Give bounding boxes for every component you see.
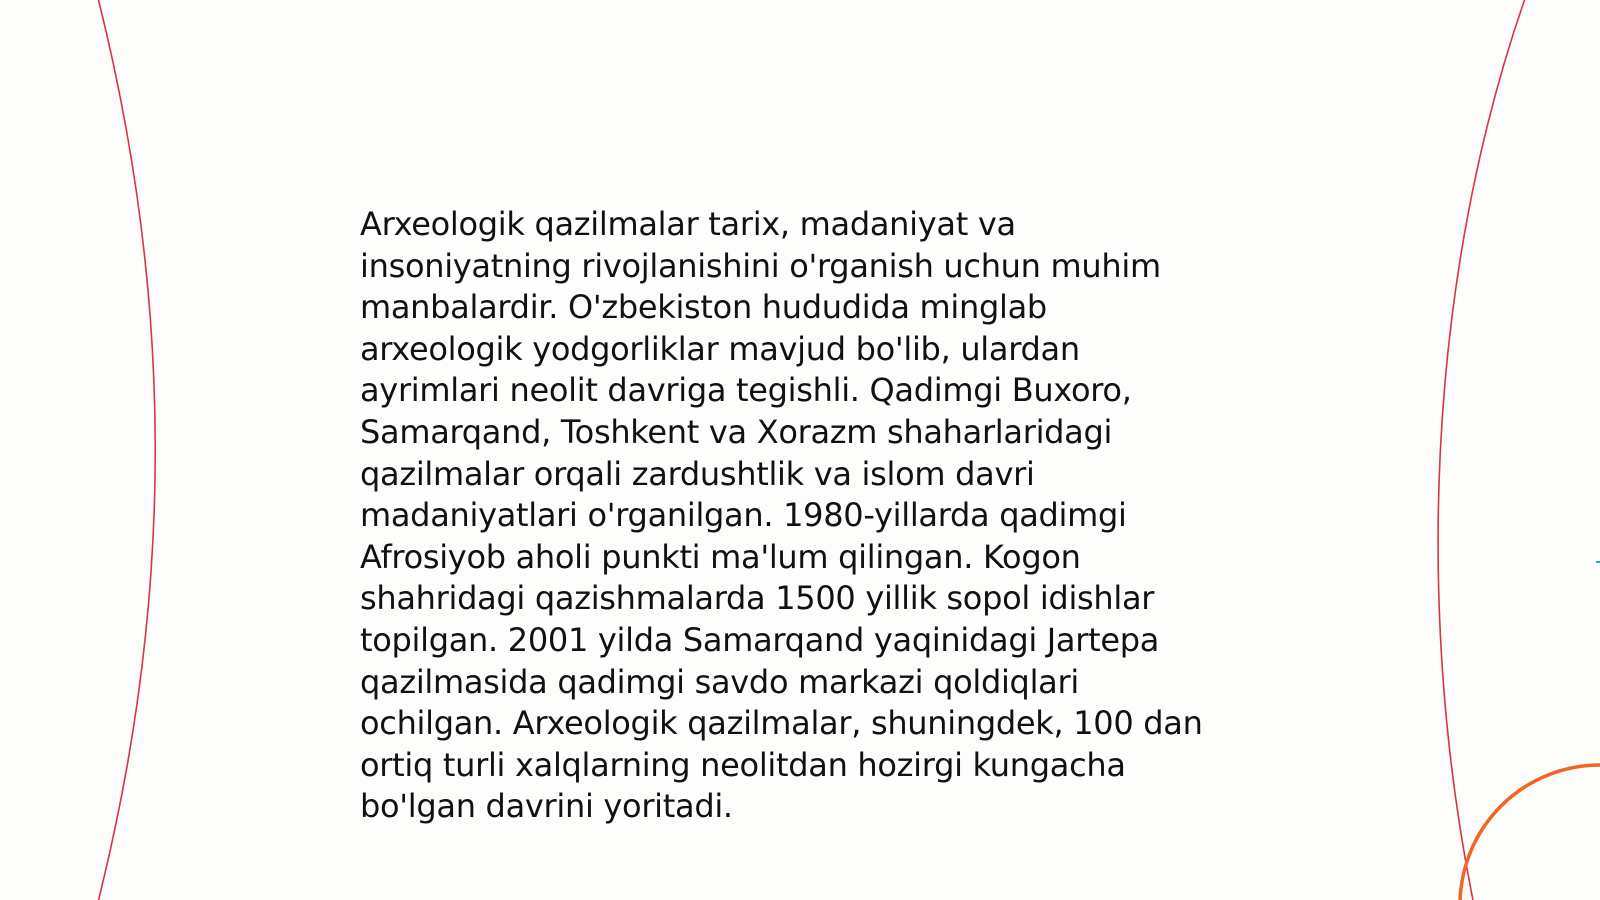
orange-circle-arc	[1460, 765, 1600, 900]
body-paragraph: Arxeologik qazilmalar tarix, madaniyat va insoniyatning rivojlanishini o'rganish uchun muhim manbalardir. O'zbekiston hududida minglab arxeologik yodgorliklar mavjud bo'lib, ulardan ayrimlari neolit davriga tegishli. Qadimgi Buxoro, Samarqand, Toshkent va Xorazm shaharlaridagi qazilmalar orqali zardushtlik va islom davri madaniyatlari o'rganilgan. 1980-yillarda qadimgi Afrosiyob aholi punkti ma'lum qilingan. Kogon shahridagi qazishmalarda 1500 yillik sopol idishlar topilgan. 2001 yilda Samarqand yaqinidagi Jartepa qazilmasida qadimgi savdo markazi qoldiqlari ochilgan. Arxeologik qazilmalar, shuningdek, 100 dan ortiq turli xalqlarning neolitdan hozirgi kungacha bo'lgan davrini yoritadi.	[360, 205, 1203, 826]
right-curve	[1438, 0, 1528, 900]
left-curve	[96, 0, 155, 900]
